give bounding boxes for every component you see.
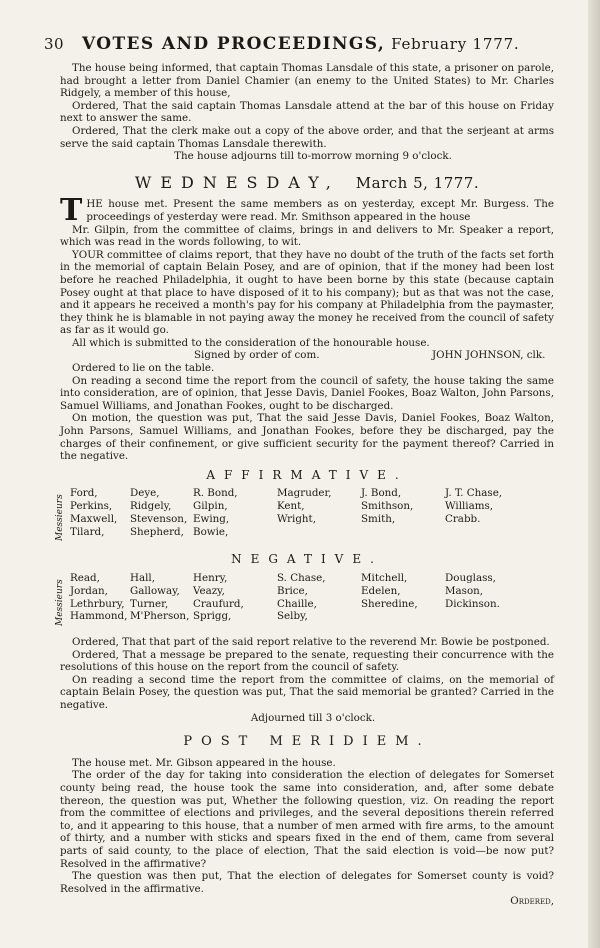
negative-member-name: Douglass, <box>445 572 496 584</box>
affirmative-member-name: Ridgely, <box>130 500 172 513</box>
negative-names <box>70 572 554 623</box>
day-date: March 5, 1777. <box>355 173 480 192</box>
negative-member-name: M'Pherson, <box>130 610 190 623</box>
intro-paragraph: The house being informed, that captain Thomas Lansdale of this state, a prisoner on parole, had brought a letter from Daniel Chamier (an enemy to the United States) to Mr. Charles Ridgely, a member of this house, <box>60 62 554 100</box>
affirmative-member-name: Wright, <box>277 513 316 525</box>
messieurs-label: Messieurs <box>55 579 65 627</box>
negative-member-name: Lethrbury, <box>70 597 125 610</box>
signed-by: Signed by order of com. <box>194 349 320 362</box>
negative-member-name: Hall, <box>130 572 155 584</box>
adjournment-note: The house adjourns till to-morrow morning 9 o'clock. <box>174 150 452 163</box>
post-meridiem-heading: POST MERIDIEM. <box>183 734 431 750</box>
affirmative-member-name: Ford, <box>70 487 98 500</box>
paragraph: Ordered to lie on the table. <box>72 362 215 375</box>
order-paragraph: Ordered, That the said captain Thomas Lansdale attend at the bar of this house on Friday next to answer the same. <box>60 99 554 125</box>
page-number: 30 <box>44 35 65 53</box>
negative-member-name: Sheredine, <box>361 597 418 610</box>
affirmative-member-name: Williams, <box>445 500 494 513</box>
negative-member-name: Read, <box>70 572 100 584</box>
negative-member-name: Henry, <box>193 572 228 584</box>
paragraph: Ordered, That a message be prepared to the senate, requesting their concurrence with the resolutions of this house on the report from the council of safety. <box>60 648 554 674</box>
affirmative-names <box>70 487 554 538</box>
affirmative-member-name: Smithson, <box>361 500 414 513</box>
affirmative-member-name: Bowie, <box>193 525 229 538</box>
drop-cap: T <box>60 193 83 229</box>
affirmative-member-name: R. Bond, <box>193 487 238 500</box>
affirmative-heading: AFFIRMATIVE. <box>206 467 408 482</box>
negative-member-name: Dickinson. <box>445 597 500 610</box>
report-paragraph: YOUR committee of claims report, that they have no doubt of the truth of the facts set forth in the memorial of captain Belain Posey, and are of opinion, that if the money had been lost before he reached Philadelphia, it ought to have been borne by this state (because captain Posey ought at that place to have disposed of it to his company); but as that was not the case, and it appears he received a month's pay for his company at Philadelphia from the paymaster, they think he is blamable in not paying away the money he received from the council of safety as far as it would go. <box>60 248 554 337</box>
affirmative-member-name: Ewing, <box>193 513 230 525</box>
body-text <box>55 62 554 908</box>
catchword: Ordered, <box>510 895 554 908</box>
paragraph: All which is submitted to the consideration of the honourable house. <box>72 336 430 349</box>
negative-member-name: Chaille, <box>277 597 317 610</box>
affirmative-member-name: Perkins, <box>70 500 113 513</box>
paragraph: On motion, the question was put, That the said Jesse Davis, Daniel Fookes, Boaz Walton, John Parsons, Samuel Williams, and Jonathan Fookes, before they be discharged, pay the charges of their confinement, or give sufficient security for the payment thereof? Carried in the negative. <box>60 412 554 463</box>
negative-member-name: S. Chase, <box>277 572 326 584</box>
affirmative-member-name: J. T. Chase, <box>445 487 503 500</box>
running-title: VOTES AND PROCEEDINGS, <box>82 34 386 54</box>
affirmative-member-name: Deye, <box>130 487 160 500</box>
running-date: February 1777. <box>391 35 520 53</box>
negative-member-name: Edelen, <box>361 584 401 597</box>
negative-votes <box>55 572 554 632</box>
messieurs-label: Messieurs <box>55 495 65 542</box>
negative-member-name: Mitchell, <box>361 572 408 584</box>
affirmative-votes <box>55 487 554 547</box>
negative-member-name: Hammond, <box>70 610 128 623</box>
affirmative-member-name: Kent, <box>277 500 305 513</box>
affirmative-member-name: Tilard, <box>70 525 105 538</box>
day-heading <box>60 172 554 192</box>
negative-member-name: Brice, <box>277 584 308 597</box>
page-edge <box>588 0 600 948</box>
negative-member-name: Veazy, <box>193 584 225 597</box>
opening-paragraph <box>60 193 554 229</box>
affirmative-member-name <box>361 526 445 539</box>
affirmative-member-name: Crabb. <box>445 513 481 525</box>
negative-member-name <box>445 610 529 623</box>
negative-heading: NEGATIVE. <box>231 552 383 567</box>
day-name: WEDNESDAY, <box>134 172 340 192</box>
negative-member-name <box>361 610 445 623</box>
adjournment-note: Adjourned till 3 o'clock. <box>250 711 376 724</box>
affirmative-member-name: Smith, <box>361 513 396 525</box>
order-paragraph: Ordered, That the clerk make out a copy of the above order, and that the serjeant at arms serve the said captain Thomas Lansdale therewith. <box>60 124 554 150</box>
affirmative-member-name <box>445 526 529 539</box>
paragraph: The order of the day for taking into consideration the election of delegates for Somerset county being read, the house took the same into consideration, and, after some debate thereon, the question was put, Whether the following question, viz. On reading the report from the committee of elections and privileges, and the several depositions therein referred to, and it appearing to this house, that a number of men armed with fire arms, to the amount of thirty, and a number with sticks and spears fixed in the end of them, came from several parts of said county, to the place of election, That the said election is void—be now put? Resolved in the affirmative? <box>60 769 554 870</box>
paragraph: On reading a second time the report from the council of safety, the house taking the same into consideration, are of opinion, that Jesse Davis, Daniel Fookes, Boaz Walton, John Parsons, Samuel Williams, and Jonathan Fookes, ought to be discharged. <box>60 374 554 412</box>
negative-member-name: Galloway, <box>130 584 180 597</box>
page-header <box>44 34 564 54</box>
negative-member-name: Craufurd, <box>193 597 244 610</box>
affirmative-member-name: Gilpin, <box>193 500 228 513</box>
clerk-name: JOHN JOHNSON, clk. <box>432 349 546 362</box>
affirmative-member-name: Stevenson, <box>130 513 188 525</box>
signature-line <box>60 349 554 362</box>
paragraph: Ordered, That that part of the said report relative to the reverend Mr. Bowie be postponed. <box>72 636 550 648</box>
affirmative-member-name <box>277 526 361 539</box>
negative-member-name: Turner, <box>130 597 169 610</box>
affirmative-member-name: Magruder, <box>277 487 332 500</box>
negative-member-name: Jordan, <box>70 584 108 597</box>
negative-member-name: Selby, <box>277 610 308 623</box>
affirmative-member-name: Maxwell, <box>70 513 118 525</box>
paragraph: Mr. Gilpin, from the committee of claims, brings in and delivers to Mr. Speaker a report, which was read in the words following, to wit. <box>60 223 554 249</box>
affirmative-member-name: J. Bond, <box>361 487 402 500</box>
negative-member-name: Sprigg, <box>193 610 232 623</box>
paragraph: On reading a second time the report from the committee of claims, on the memorial of captain Belain Posey, the question was put, That the said memorial be granted? Carried in the negative. <box>60 673 554 711</box>
negative-member-name: Mason, <box>445 584 484 597</box>
opening-text: HE house met. Present the same members as on yesterday, except Mr. Burgess. The proceedings of yesterday were read. Mr. Smithson appeared in the house <box>86 198 554 223</box>
affirmative-member-name: Shepherd, <box>130 525 184 538</box>
paragraph: The house met. Mr. Gibson appeared in the house. <box>72 756 336 769</box>
paragraph: The question was then put, That the election of delegates for Somerset county is void? Resolved in the affirmative. <box>60 870 554 895</box>
